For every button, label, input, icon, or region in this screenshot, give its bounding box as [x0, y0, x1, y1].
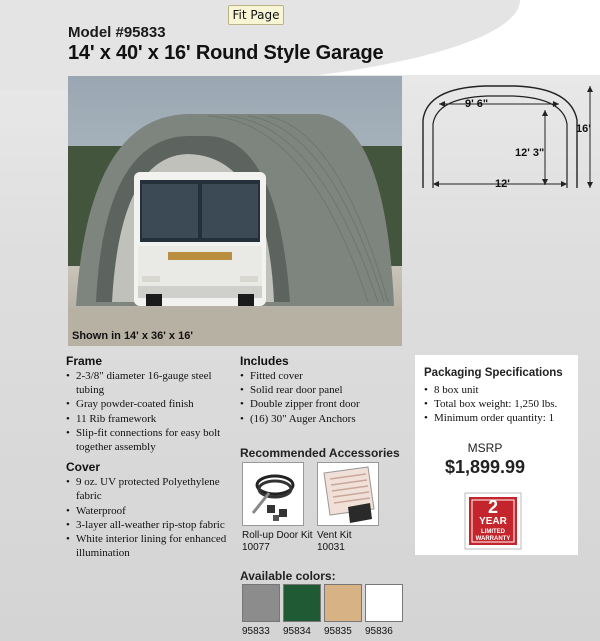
- color-swatch-green[interactable]: [283, 584, 321, 622]
- packaging-heading: Packaging Specifications: [424, 367, 563, 379]
- msrp-price: $1,899.99: [444, 457, 526, 477]
- color-code: 95833: [242, 626, 270, 637]
- list-item: • Gray powder-coated finish: [66, 397, 236, 411]
- list-item: • Waterproof: [66, 504, 236, 518]
- msrp-label: MSRP: [467, 441, 503, 455]
- roll-up-door-kit-image: [242, 462, 304, 526]
- photo-caption: Shown in 14' x 36' x 16': [72, 330, 193, 342]
- color-swatch-white[interactable]: [365, 584, 403, 622]
- vent-kit-label: [317, 530, 351, 554]
- dimension-outer-height: 16': [576, 123, 591, 135]
- accessory-code: 10031: [317, 542, 345, 553]
- product-photo: [68, 76, 402, 346]
- list-item: • Slip-fit connections for easy bolt together assembly: [66, 426, 236, 454]
- cover-list: [66, 475, 236, 560]
- rope-coil-icon: [243, 463, 303, 525]
- list-item: • Solid rear door panel: [240, 383, 410, 397]
- list-item: • White interior lining for enhanced illumination: [66, 532, 236, 560]
- warranty-badge: [464, 492, 522, 550]
- frame-heading: Frame: [66, 354, 103, 368]
- model-number: Model #95833: [68, 24, 166, 41]
- list-item: • Minimum order quantity: 1: [424, 411, 584, 425]
- color-code: 95834: [283, 626, 311, 637]
- packaging-list: [424, 383, 584, 426]
- warranty-years: 2: [487, 497, 498, 517]
- vent-kit-image: [317, 462, 379, 526]
- color-swatch-tan[interactable]: [324, 584, 362, 622]
- cover-heading: Cover: [66, 460, 101, 475]
- list-item: • 9 oz. UV protected Polyethylene fabric: [66, 475, 236, 503]
- features-column: [66, 354, 236, 560]
- dimension-top-width: 9' 6": [465, 98, 489, 110]
- warranty-unit: YEAR: [479, 516, 507, 527]
- list-item: • 2-3/8" diameter 16-gauge steel tubing: [66, 369, 236, 397]
- warranty-text: LIMITED WARRANTY: [475, 529, 511, 542]
- list-item: • (16) 30" Auger Anchors: [240, 412, 410, 426]
- includes-list: [240, 369, 410, 426]
- garage-rv-illustration: [68, 76, 402, 346]
- color-code: 95836: [365, 626, 393, 637]
- accessory-name: Vent Kit: [317, 530, 352, 541]
- list-item: • 8 box unit: [424, 383, 584, 397]
- dimension-base-width: 12': [495, 178, 510, 190]
- vent-panel-icon: [318, 463, 378, 525]
- list-item: • 11 Rib framework: [66, 412, 236, 426]
- available-colors-heading: Available colors:: [240, 569, 336, 583]
- roll-up-door-kit-label: [242, 530, 313, 554]
- dimension-inner-height: 12' 3": [515, 147, 545, 159]
- list-item: • Total box weight: 1,250 lbs.: [424, 397, 584, 411]
- dimension-diagram: [405, 80, 600, 195]
- includes-column: [240, 354, 410, 426]
- product-title: 14' x 40' x 16' Round Style Garage: [68, 42, 384, 64]
- list-item: • Double zipper front door: [240, 397, 410, 411]
- accessory-code: 10077: [242, 542, 270, 553]
- fit-page-button[interactable]: Fit Page: [228, 5, 284, 25]
- color-code: 95835: [324, 626, 352, 637]
- accessory-name: Roll-up Door Kit: [242, 530, 313, 541]
- frame-list: [66, 369, 236, 454]
- accessories-heading: Recommended Accessories: [240, 446, 400, 460]
- color-swatch-gray[interactable]: [242, 584, 280, 622]
- list-item: • 3-layer all-weather rip-stop fabric: [66, 518, 236, 532]
- includes-heading: Includes: [240, 354, 289, 368]
- list-item: • Fitted cover: [240, 369, 410, 383]
